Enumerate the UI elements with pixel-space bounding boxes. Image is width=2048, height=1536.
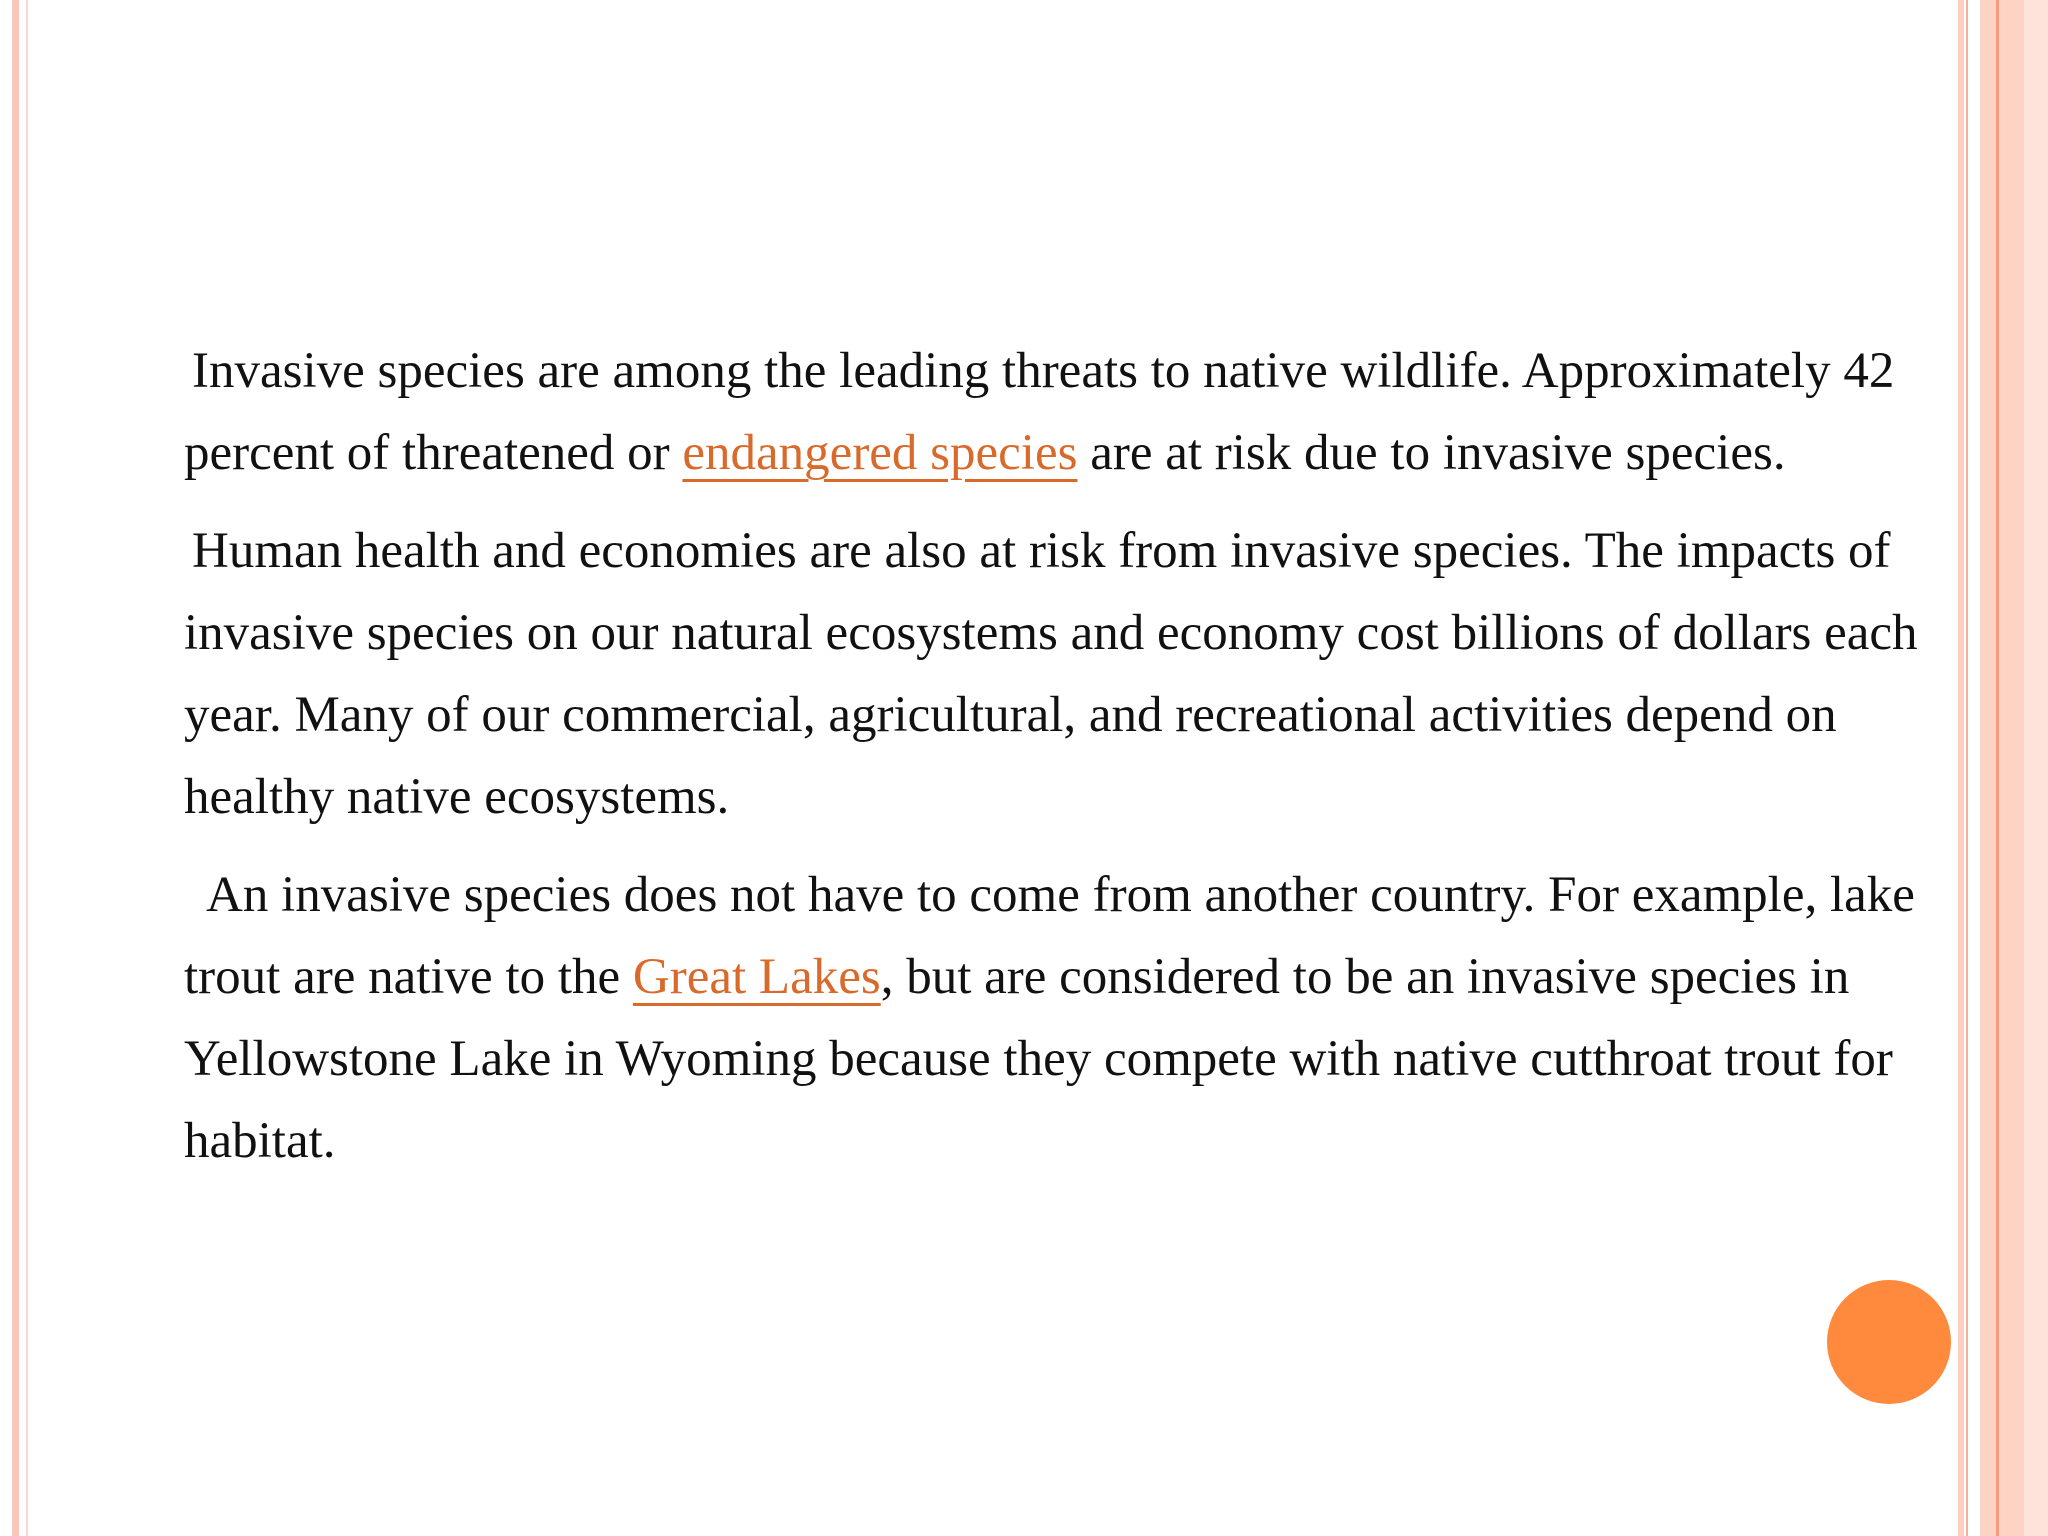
paragraph-text: Invasive species are among the leading threats to native wildlife. Approximately 42 percent of threatened or xyxy=(184,343,1895,481)
right-stripe xyxy=(1996,0,1999,1536)
paragraph-text: Human health and economies are also at risk from invasive species. The impacts of invasive species on our natural ecosystems and economy cost billions of dollars each year. Many of our commercial, agricultural, and recreational activities depend on healthy native ecosystems. xyxy=(184,523,1918,825)
left-border-decoration xyxy=(12,0,19,1536)
slide-body xyxy=(184,330,1934,1198)
right-stripe xyxy=(1966,0,1968,1536)
left-border-line xyxy=(26,0,28,1536)
paragraph-text: An invasive species does not have to come from another country. For example, lake trout are native to the xyxy=(184,867,1915,1005)
paragraph-human-health xyxy=(184,510,1934,838)
paragraph-text: , but are considered to be an invasive species in Yellowstone Lake in Wyoming because they compete with native cutthroat trout for habitat. xyxy=(184,949,1893,1169)
great-lakes-link[interactable]: Great Lakes xyxy=(632,949,881,1005)
paragraph-lake-trout xyxy=(184,854,1934,1182)
paragraph-text: are at risk due to invasive species. xyxy=(1077,425,1786,481)
paragraph-invasive-threats xyxy=(184,330,1934,494)
right-stripe xyxy=(2024,0,2048,1536)
right-stripe xyxy=(1980,0,2024,1536)
orange-circle-decoration xyxy=(1827,1280,1951,1404)
endangered-species-link[interactable]: endangered species xyxy=(682,425,1078,481)
